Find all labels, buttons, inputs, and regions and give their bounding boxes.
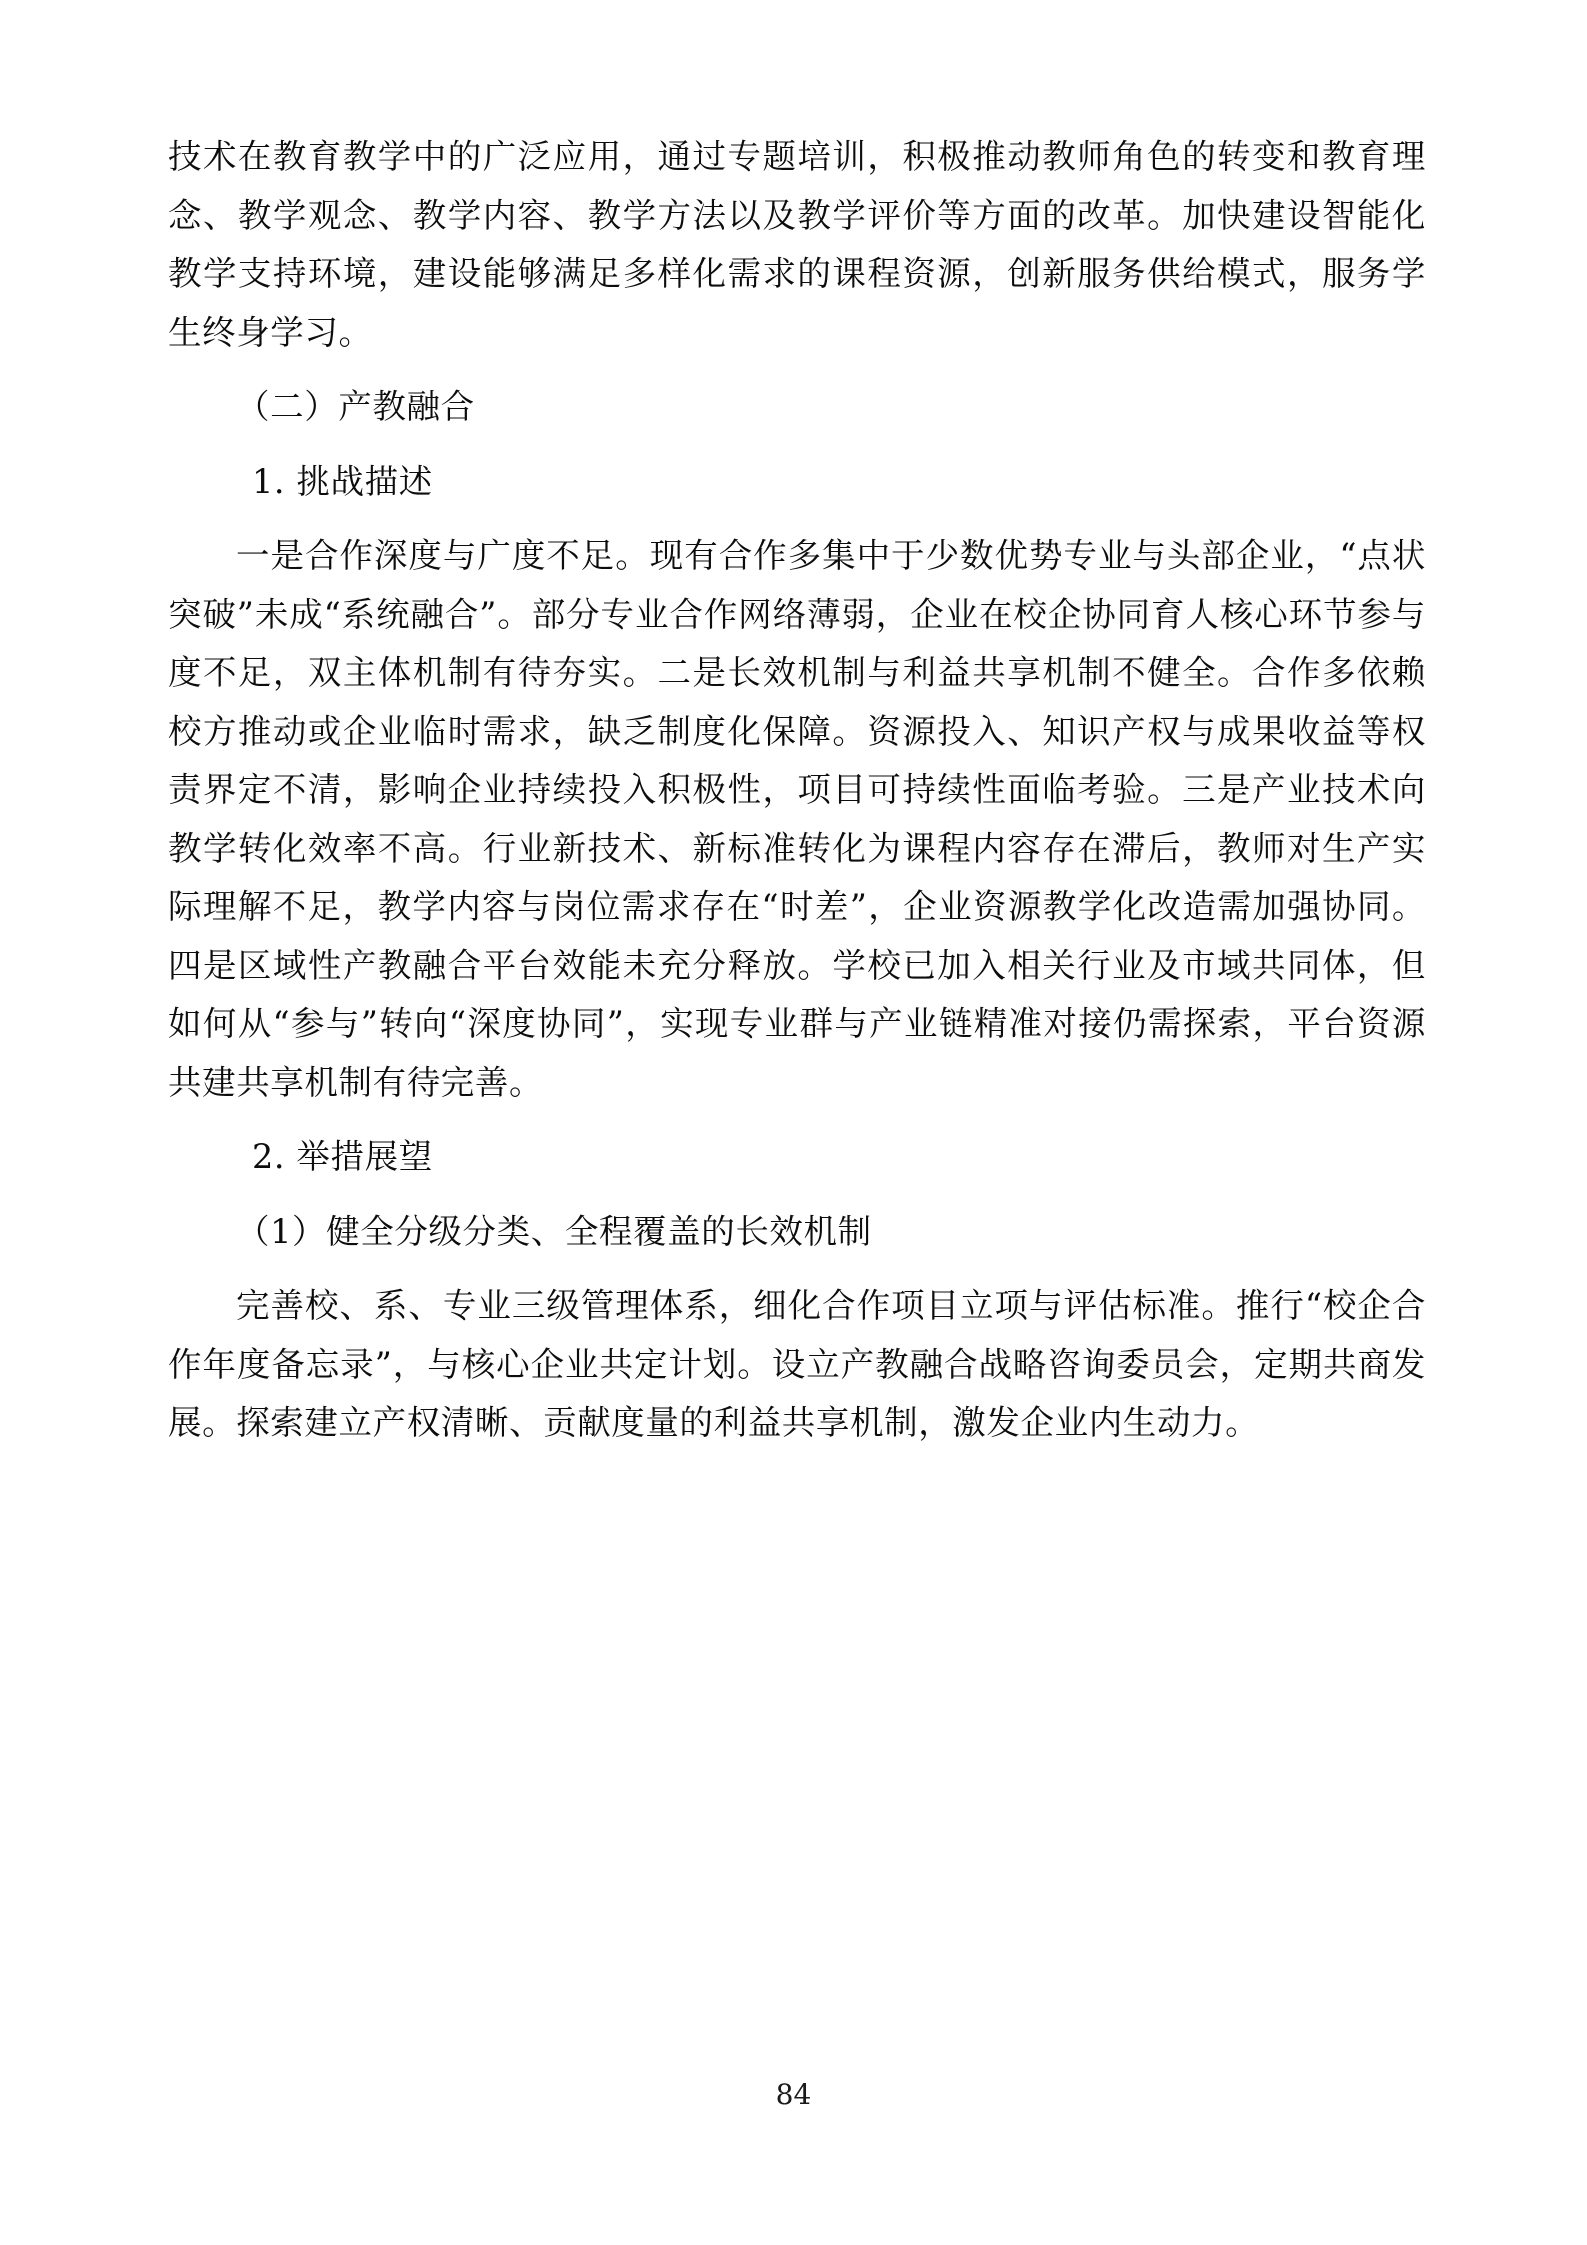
spacer — [168, 362, 1426, 378]
heading-measures-outlook: 2. 举措展望 — [252, 1137, 433, 1176]
spacer — [168, 437, 1426, 453]
heading-section-two: （二）产教融合 — [236, 387, 475, 426]
paragraph-challenges: 一是合作深度与广度不足。现有合作多集中于少数优势专业与头部企业，“点状突破”未成“系统融合”。部分专业合作网络薄弱，企业在校企协同育人核心环节参与度不足，双主体机制有待夯实。二是长效机制与利益共享机制不健全。合作多依赖校方推动或企业临时需求，缺乏制度化保障。资源投入、知识产权与成果收益等权责界定不清，影响企业持续投入积极性，项目可持续性面临考验。三是产业技术向教学转化效率不高。行业新技术、新标准转化为课程内容存在滞后，教师对生产实际理解不足，教学内容与岗位需求存在“时差”，企业资源教学化改造需加强协同。四是区域性产教融合平台效能未充分释放。学校已加入相关行业及市域共同体，但如何从“参与”转向“深度协同”，实现专业群与产业链精准对接仍需探索，平台资源共建共享机制有待完善。 — [168, 536, 1426, 1102]
page-content — [168, 128, 1426, 1453]
spacer — [168, 511, 1426, 527]
page-number: 84 — [775, 2078, 812, 2111]
spacer — [168, 1261, 1426, 1277]
paragraph-smart-teaching: 技术在教育教学中的广泛应用，通过专题培训，积极推动教师角色的转变和教育理念、教学观念、教学内容、教学方法以及教学评价等方面的改革。加快建设智能化教学支持环境，建设能够满足多样化需求的课程资源，创新服务供给模式，服务学生终身学习。 — [168, 137, 1426, 352]
spacer — [168, 1187, 1426, 1203]
paragraph-measures: 完善校、系、专业三级管理体系，细化合作项目立项与评估标准。推行“校企合作年度备忘录”，与核心企业共定计划。设立产教融合战略咨询委员会，定期共商发展。探索建立产权清晰、贡献度量的利益共享机制，激发企业内生动力。 — [168, 1286, 1426, 1442]
heading-challenge-description: 1. 挑战描述 — [252, 461, 433, 501]
spacer — [168, 1112, 1426, 1128]
heading-longterm-mechanism: （1）健全分级分类、全程覆盖的长效机制 — [236, 1211, 872, 1251]
